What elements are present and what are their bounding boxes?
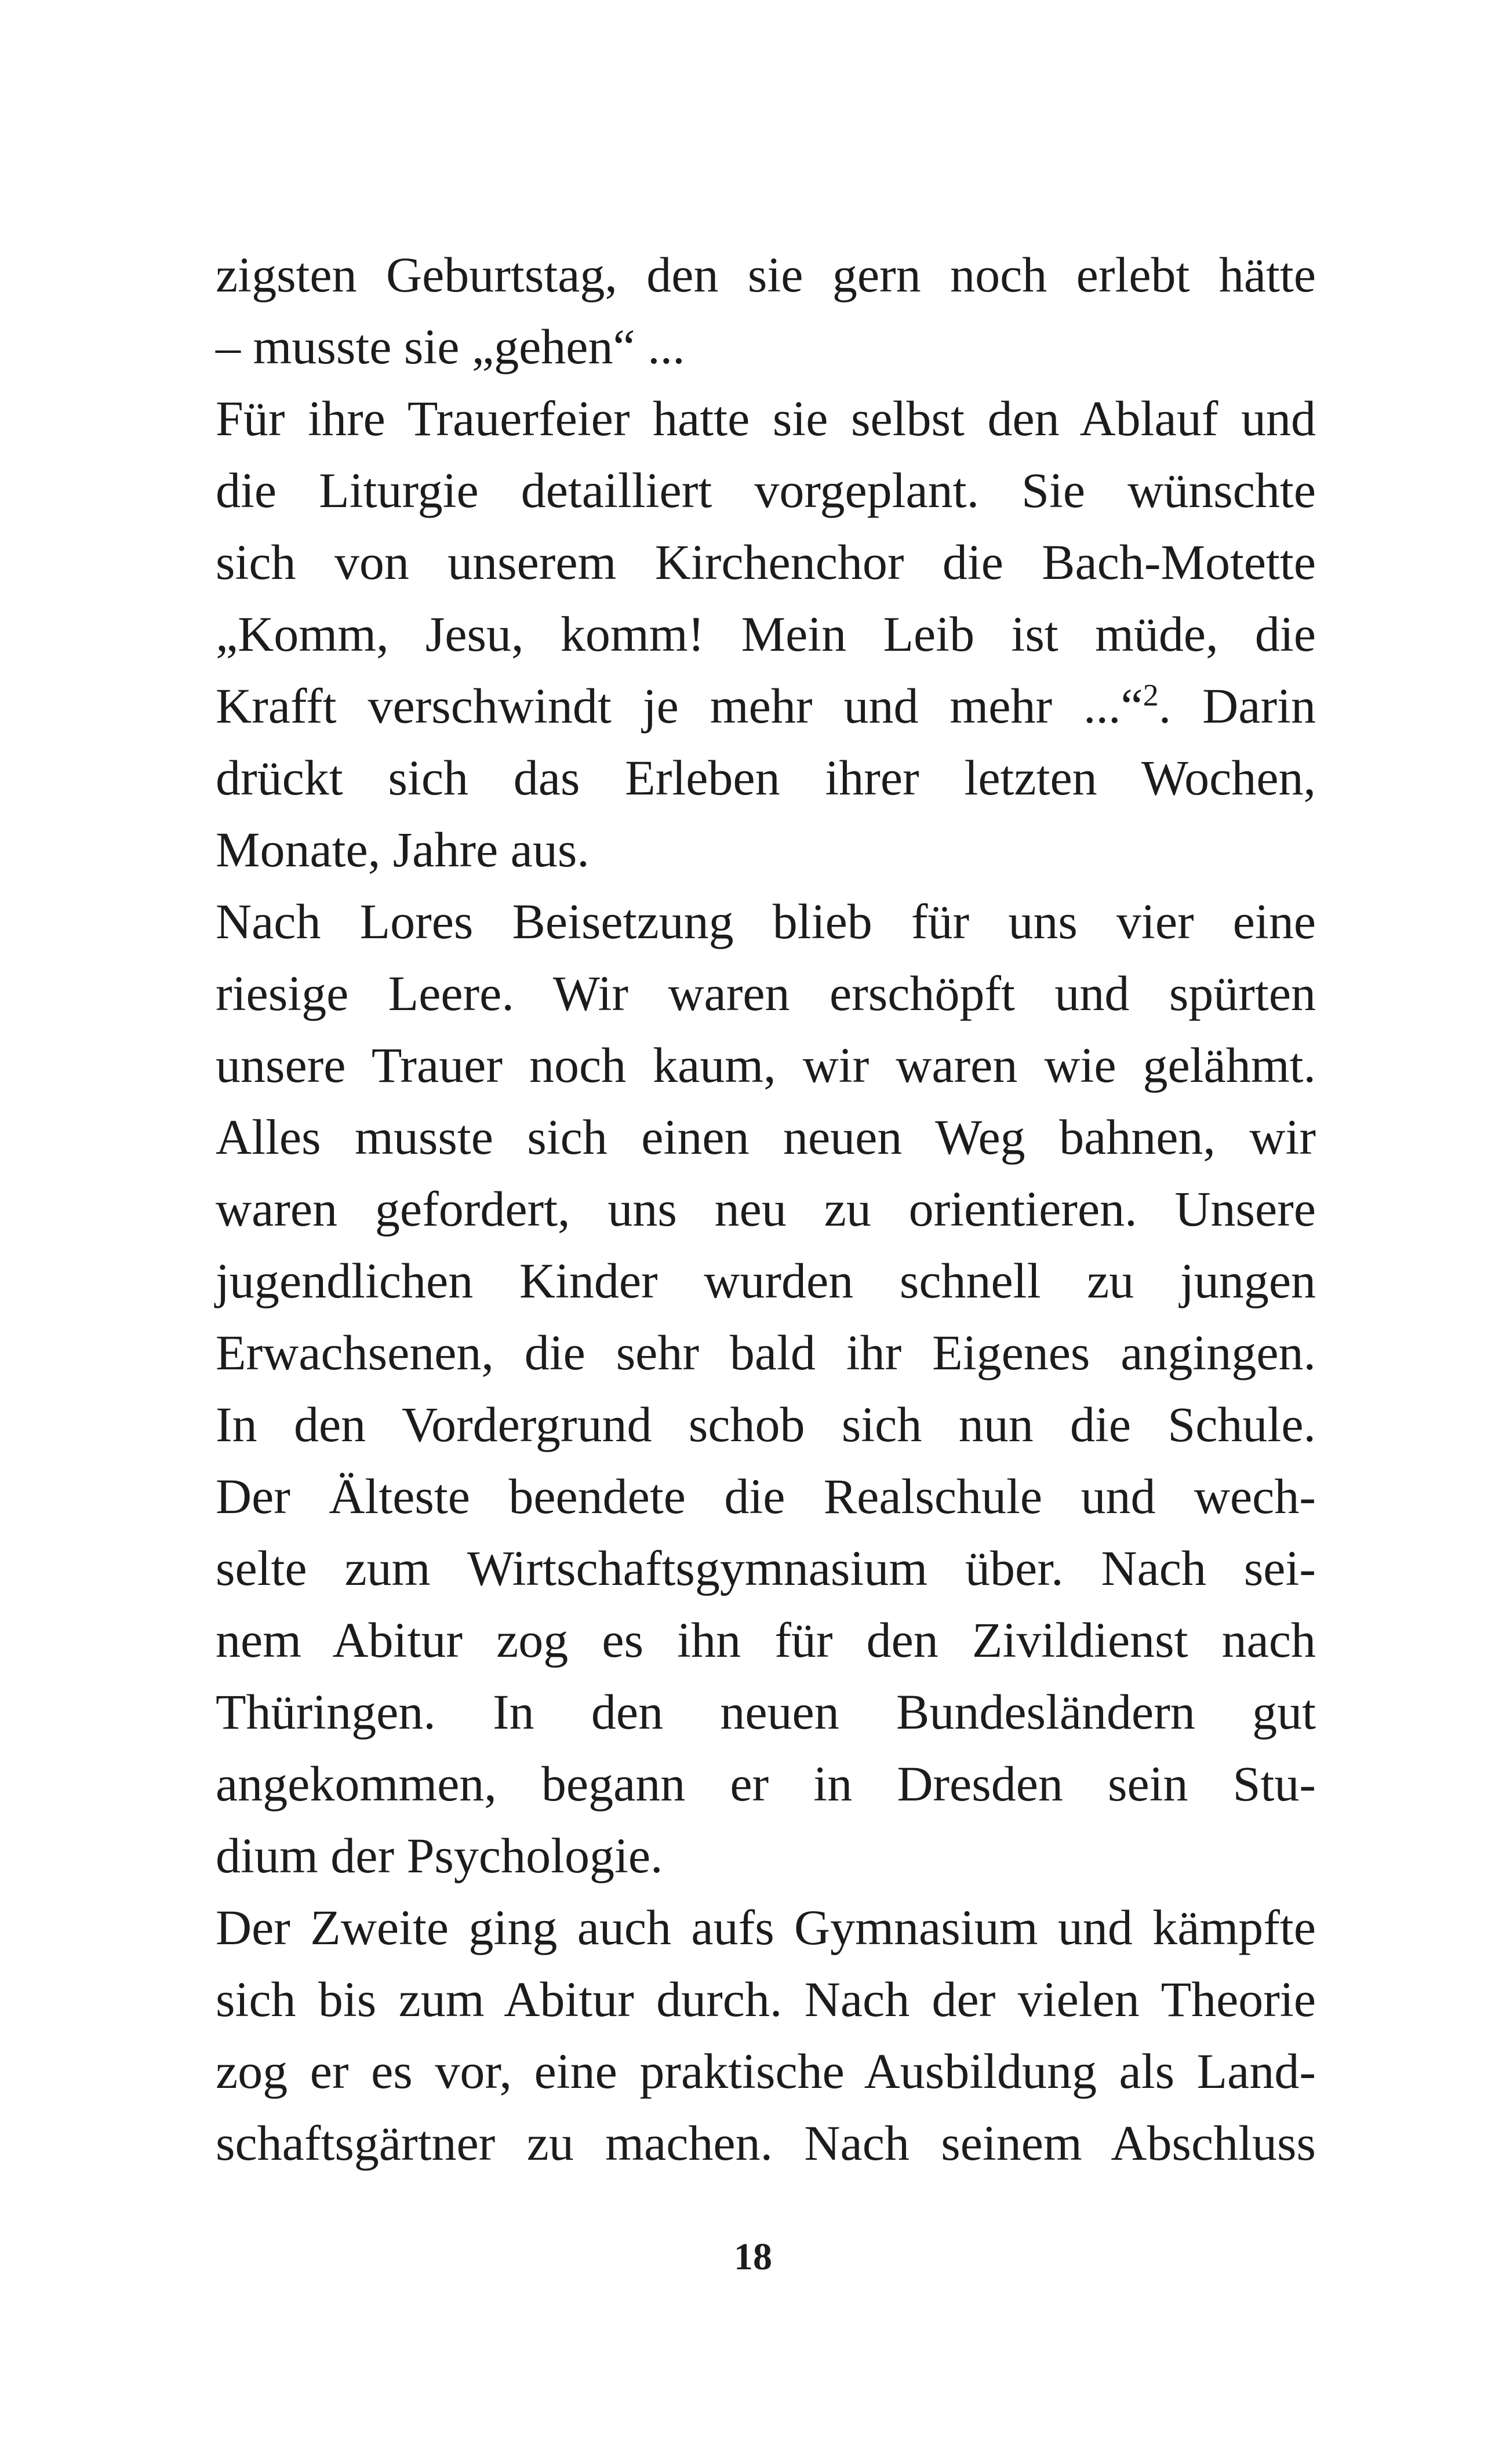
text-line: Für ihre Trauerfeier hatte sie selbst den Ablauf und [216,391,1316,446]
text-line: nem Abitur zog es ihn für den Zivildienst nach [216,1612,1316,1668]
text-line: sich von unserem Kirchenchor die Bach-Motette [216,534,1316,590]
text-line: die Liturgie detailliert vorgeplant. Sie wünschte [216,462,1316,518]
text-line: zog er es vor, eine praktische Ausbildung als Land- [216,2043,1316,2099]
text-line: dium der Psychologie. [216,1828,663,1883]
text-line: Alles musste sich einen neuen Weg bahnen, wir [216,1109,1316,1165]
text-line: schaftsgärtner zu machen. Nach seinem Abschluss [216,2115,1316,2171]
text-line: drückt sich das Erleben ihrer letzten Wochen, [216,750,1316,805]
text-line: Thüringen. In den neuen Bundesländern gut [216,1684,1316,1740]
text-line: unsere Trauer noch kaum, wir waren wie gelähmt. [216,1037,1316,1093]
text-segment: . Darin [1158,678,1316,734]
text-line: Der Älteste beendete die Realschule und wech- [216,1468,1316,1524]
page-number: 18 [734,2236,772,2278]
text-line: In den Vordergrund schob sich nun die Schule. [216,1397,1316,1452]
text-line: selte zum Wirtschaftsgymnasium über. Nach sei- [216,1540,1316,1596]
text-line: waren gefordert, uns neu zu orientieren. Unsere [216,1181,1316,1237]
text-line: Nach Lores Beisetzung blieb für uns vier eine [216,894,1316,949]
text-line: sich bis zum Abitur durch. Nach der vielen Theorie [216,1971,1316,2027]
text-line: Monate, Jahre aus. [216,822,590,877]
text-line: Erwachsenen, die sehr bald ihr Eigenes angingen. [216,1325,1316,1380]
text-line: angekommen, begann er in Dresden sein Stu- [216,1756,1316,1811]
text-line-with-footnote [216,670,1316,742]
text-line: – musste sie „gehen“ ... [216,319,685,374]
footnote-reference: 2 [1143,677,1159,713]
text-line: zigsten Geburtstag, den sie gern noch erlebt hätte [216,247,1316,302]
text-segment: Krafft verschwindt je mehr und mehr ...“ [216,678,1143,734]
text-line: Der Zweite ging auch aufs Gymnasium und kämpfte [216,1900,1316,1955]
text-line: „Komm, Jesu, komm! Mein Leib ist müde, die [216,606,1316,662]
text-line: jugendlichen Kinder wurden schnell zu jungen [216,1253,1316,1308]
text-line: riesige Leere. Wir waren erschöpft und spürten [216,965,1316,1021]
